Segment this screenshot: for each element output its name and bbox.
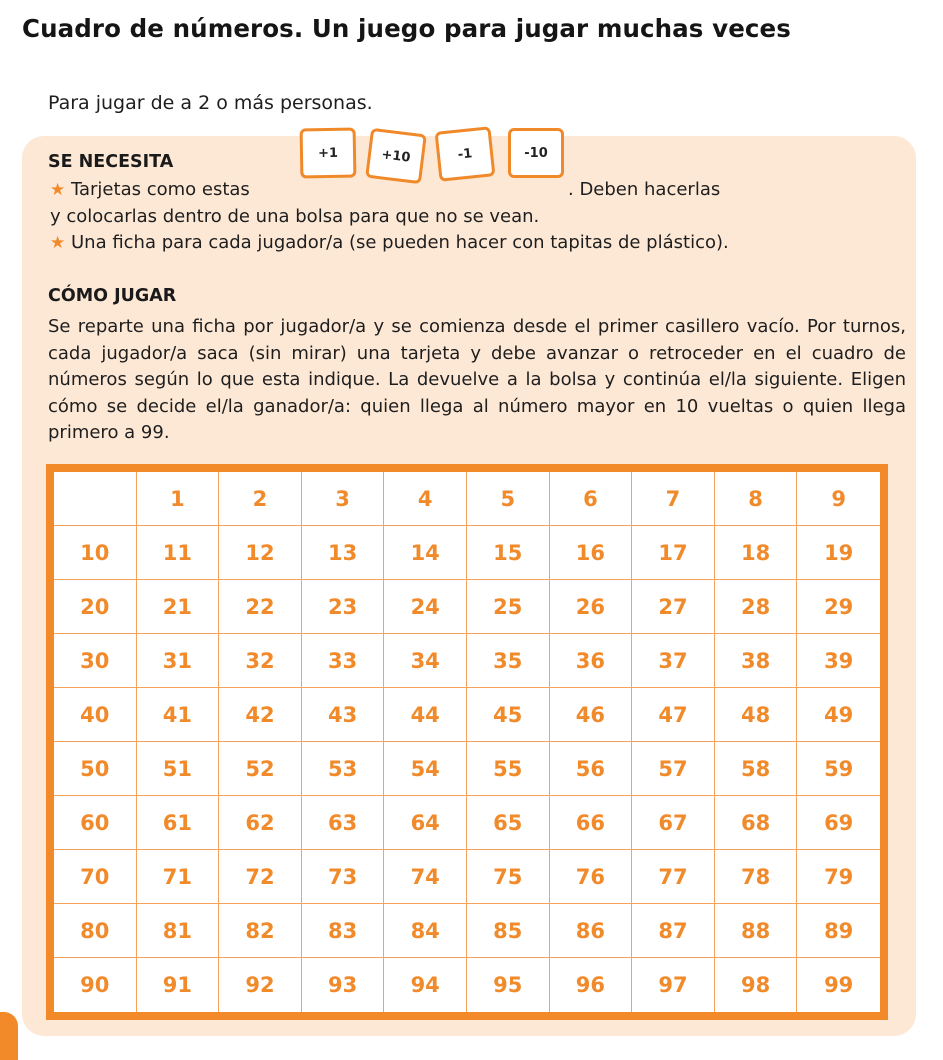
needs-line-1-end: . Deben hacerlas: [568, 179, 721, 200]
board-cell: 4: [384, 472, 467, 526]
board-cell: 91: [137, 958, 220, 1012]
needs-line-1: [50, 179, 250, 200]
board-cell: 19: [797, 526, 880, 580]
board-cell: 14: [384, 526, 467, 580]
star-icon: ★: [50, 180, 66, 200]
board-cell: 77: [632, 850, 715, 904]
board-cell: 57: [632, 742, 715, 796]
board-cell: 82: [219, 904, 302, 958]
board-cell: 35: [467, 634, 550, 688]
board-cell: 62: [219, 796, 302, 850]
board-cell: 93: [302, 958, 385, 1012]
board-cell: 95: [467, 958, 550, 1012]
board-cell: 47: [632, 688, 715, 742]
board-cell: 48: [715, 688, 798, 742]
board-cell: 33: [302, 634, 385, 688]
board-cell: 72: [219, 850, 302, 904]
board-cell: 92: [219, 958, 302, 1012]
board-cell: 6: [550, 472, 633, 526]
number-board: [46, 464, 888, 1020]
board-cell: 32: [219, 634, 302, 688]
board-cell: 55: [467, 742, 550, 796]
board-cell: 85: [467, 904, 550, 958]
board-cell: 49: [797, 688, 880, 742]
board-cell: 31: [137, 634, 220, 688]
board-cell: 2: [219, 472, 302, 526]
board-cell: 94: [384, 958, 467, 1012]
needs-line-3: [50, 232, 729, 253]
board-cell: 80: [54, 904, 137, 958]
board-cell: 97: [632, 958, 715, 1012]
number-grid: [53, 471, 881, 1013]
board-cell: 61: [137, 796, 220, 850]
board-cell: 25: [467, 580, 550, 634]
board-cell: 68: [715, 796, 798, 850]
board-cell: 29: [797, 580, 880, 634]
board-cell: 70: [54, 850, 137, 904]
board-cell: 8: [715, 472, 798, 526]
board-cell: 90: [54, 958, 137, 1012]
board-cell: 60: [54, 796, 137, 850]
board-cell: 53: [302, 742, 385, 796]
board-cell: 26: [550, 580, 633, 634]
board-cell: 75: [467, 850, 550, 904]
board-cell: 86: [550, 904, 633, 958]
board-cell: 63: [302, 796, 385, 850]
board-cell: 83: [302, 904, 385, 958]
board-cell: 36: [550, 634, 633, 688]
board-cell: 21: [137, 580, 220, 634]
board-cell: 50: [54, 742, 137, 796]
board-cell: 78: [715, 850, 798, 904]
card-plus-1: +1: [300, 128, 357, 179]
board-cell: 41: [137, 688, 220, 742]
board-cell: 45: [467, 688, 550, 742]
board-cell: 38: [715, 634, 798, 688]
board-cell: 17: [632, 526, 715, 580]
intro-text: Para jugar de a 2 o más personas.: [48, 92, 373, 114]
board-cell: 20: [54, 580, 137, 634]
board-cell: 54: [384, 742, 467, 796]
board-cell: 27: [632, 580, 715, 634]
board-cell: 52: [219, 742, 302, 796]
board-cell: 37: [632, 634, 715, 688]
board-cell: 81: [137, 904, 220, 958]
board-cell: 3: [302, 472, 385, 526]
star-icon: ★: [50, 233, 66, 253]
board-cell: 73: [302, 850, 385, 904]
board-cell: 51: [137, 742, 220, 796]
needs-line-1-start: Tarjetas como estas: [70, 179, 250, 200]
card-minus-1: -1: [435, 126, 496, 182]
board-cell: 89: [797, 904, 880, 958]
board-cell: 40: [54, 688, 137, 742]
how-to-play-heading: CÓMO JUGAR: [48, 286, 177, 306]
board-cell: 59: [797, 742, 880, 796]
board-cell: 7: [632, 472, 715, 526]
board-cell: 88: [715, 904, 798, 958]
board-cell: 23: [302, 580, 385, 634]
board-cell: 39: [797, 634, 880, 688]
board-cell: 30: [54, 634, 137, 688]
board-cell: 71: [137, 850, 220, 904]
needs-heading: SE NECESITA: [48, 152, 174, 172]
board-cell: 58: [715, 742, 798, 796]
corner-tab: [0, 1012, 18, 1060]
how-to-play-text: Se reparte una ficha por jugador/a y se comienza desde el primer casillero vacío. Por turnos, cada jugador/a saca (sin mirar) una tarjeta y debe avanzar o retroceder en el cuadro de números según lo que esta indique. La devuelve a la bolsa y continúa el/la siguiente. Eligen cómo se decide el/la ganador/a: quien llega al número mayor en 10 vueltas o quien llega primero a 99.: [48, 316, 906, 443]
board-cell: 98: [715, 958, 798, 1012]
needs-line-3-text: Una ficha para cada jugador/a (se pueden hacer con tapitas de plástico).: [70, 232, 729, 253]
card-minus-10: -10: [508, 128, 564, 178]
board-cell: 10: [54, 526, 137, 580]
board-cell: 99: [824, 973, 854, 997]
needs-line-2: y colocarlas dentro de una bolsa para que no se vean.: [50, 206, 540, 227]
board-cell: 34: [384, 634, 467, 688]
board-cell: 16: [550, 526, 633, 580]
board-cell: 9: [797, 472, 880, 526]
board-cell: 43: [302, 688, 385, 742]
board-cell: 13: [302, 526, 385, 580]
board-cell: 74: [384, 850, 467, 904]
board-cell: 15: [467, 526, 550, 580]
board-cell: 18: [715, 526, 798, 580]
board-cell: 12: [219, 526, 302, 580]
board-cell: 66: [550, 796, 633, 850]
board-cell: 69: [797, 796, 880, 850]
board-cell: 5: [467, 472, 550, 526]
board-cell: 28: [715, 580, 798, 634]
board-cell: 1: [137, 472, 220, 526]
board-cell: 96: [550, 958, 633, 1012]
board-cell: 44: [384, 688, 467, 742]
card-plus-10: +10: [365, 128, 427, 184]
empty-start-cell: [54, 472, 137, 526]
board-cell: 67: [632, 796, 715, 850]
board-cell: 64: [384, 796, 467, 850]
board-cell: 76: [550, 850, 633, 904]
board-cell: 11: [137, 526, 220, 580]
page-title: Cuadro de números. Un juego para jugar muchas veces: [22, 14, 791, 43]
board-cell: 87: [632, 904, 715, 958]
board-cell: 42: [219, 688, 302, 742]
board-cell: 65: [467, 796, 550, 850]
board-cell: 84: [384, 904, 467, 958]
board-cell: 56: [550, 742, 633, 796]
board-cell: 46: [550, 688, 633, 742]
board-cell: 79: [797, 850, 880, 904]
board-cell: 24: [384, 580, 467, 634]
board-cell: 22: [219, 580, 302, 634]
